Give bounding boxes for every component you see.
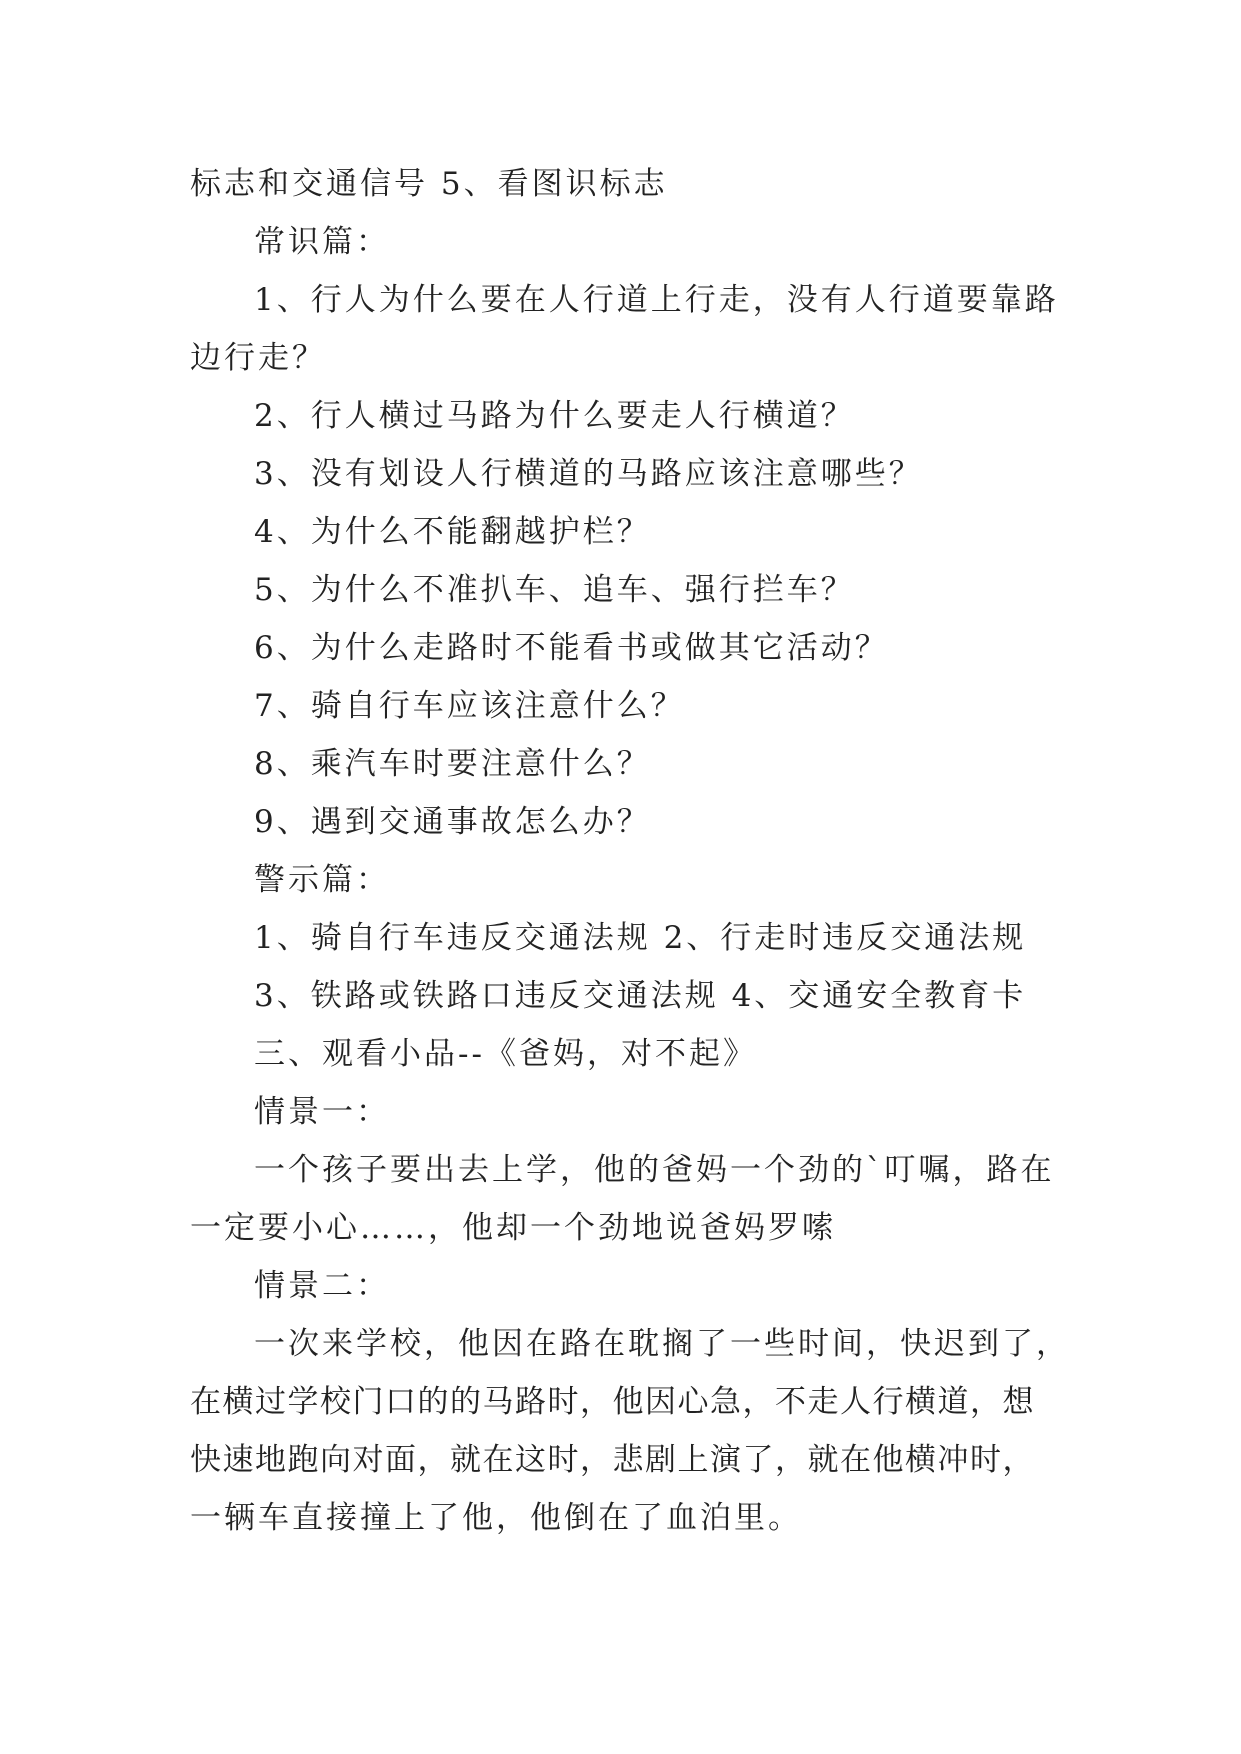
question-1: 1、行人为什么要在人行道上行走，没有人行道要靠路 xyxy=(254,282,1059,318)
document-body xyxy=(190,155,1070,1547)
scene-1-heading: 情景一： xyxy=(254,1094,390,1130)
scene-2-paragraph-line: 一辆车直接撞上了他，他倒在了血泊里。 xyxy=(190,1500,802,1536)
question-4: 4、为什么不能翻越护栏？ xyxy=(254,514,651,550)
question-9: 9、遇到交通事故怎么办？ xyxy=(254,804,651,840)
scene-2-paragraph-line: 一次来学校，他因在路在耽搁了一些时间，快迟到了， xyxy=(254,1326,1070,1362)
scene-1-paragraph-line: 一定要小心……，他却一个劲地说爸妈罗嗦 xyxy=(190,1210,836,1246)
section-heading-warning: 警示篇： xyxy=(254,862,390,898)
scene-2-paragraph-line: 在横过学校门口的的马路时，他因心急，不走人行横道，想 xyxy=(190,1384,1035,1420)
question-2: 2、行人横过马路为什么要走人行横道？ xyxy=(254,398,855,434)
scene-2-heading: 情景二： xyxy=(254,1268,390,1304)
question-6: 6、为什么走路时不能看书或做其它活动？ xyxy=(254,630,889,666)
question-5: 5、为什么不准扒车、追车、强行拦车？ xyxy=(254,572,855,608)
question-3: 3、没有划设人行横道的马路应该注意哪些？ xyxy=(254,456,923,492)
section-heading-common-sense: 常识篇： xyxy=(254,224,390,260)
warning-items-3-4: 3、铁路或铁路口违反交通法规 4、交通安全教育卡 xyxy=(254,978,1027,1014)
question-7: 7、骑自行车应该注意什么？ xyxy=(254,688,685,724)
text-line: 标志和交通信号 5、看图识标志 xyxy=(190,166,668,202)
question-1-continued: 边行走？ xyxy=(190,340,326,376)
warning-items-1-2: 1、骑自行车违反交通法规 2、行走时违反交通法规 xyxy=(254,920,1027,956)
scene-2-paragraph-line: 快速地跑向对面，就在这时，悲剧上演了，就在他横冲时， xyxy=(190,1442,1035,1478)
question-8: 8、乘汽车时要注意什么？ xyxy=(254,746,651,782)
scene-1-paragraph-line: 一个孩子要出去上学，他的爸妈一个劲的`叮嘱，路在 xyxy=(254,1152,1055,1188)
section-heading-skit: 三、观看小品--《爸妈，对不起》 xyxy=(254,1036,757,1072)
